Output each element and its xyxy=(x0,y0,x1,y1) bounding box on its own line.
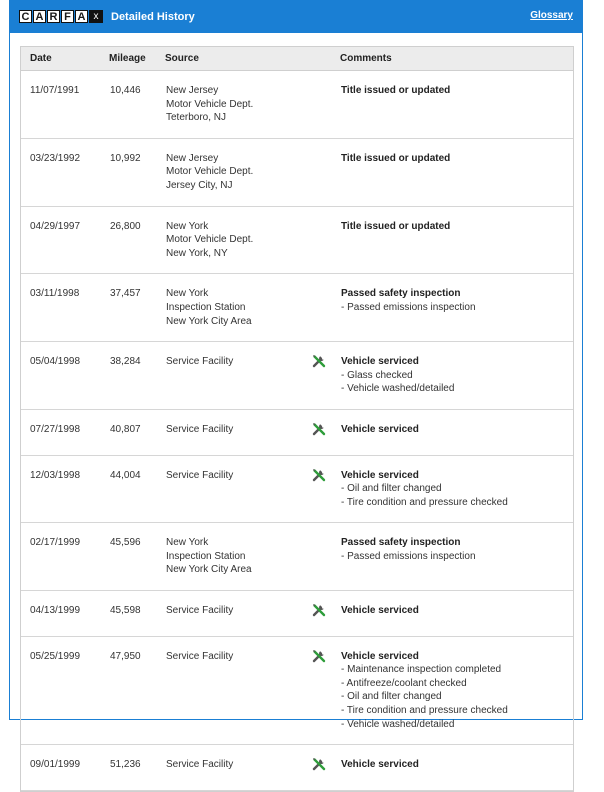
row-icon-cell xyxy=(310,455,340,523)
comment-item: - Tire condition and pressure checked xyxy=(341,496,508,508)
table-row xyxy=(21,206,573,274)
source-line: Inspection Station xyxy=(166,550,246,562)
service-icon xyxy=(311,756,327,772)
row-date: 04/13/1999 xyxy=(21,591,109,637)
row-mileage: 10,446 xyxy=(109,71,165,139)
logo-letter: C xyxy=(19,10,32,23)
row-comments xyxy=(340,409,573,455)
row-source xyxy=(165,636,310,745)
comment-title: Title issued or updated xyxy=(341,85,451,96)
row-icon-cell xyxy=(310,206,340,274)
row-source xyxy=(165,342,310,410)
table-row xyxy=(21,455,573,523)
row-icon-cell xyxy=(310,523,340,591)
source-line: New York xyxy=(166,537,209,549)
service-icon xyxy=(311,602,327,618)
row-source xyxy=(165,455,310,523)
row-mileage: 26,800 xyxy=(109,206,165,274)
source-line: Service Facility xyxy=(166,356,234,368)
table-row xyxy=(21,138,573,206)
panel-title: Detailed History xyxy=(111,10,195,23)
comment-title: Vehicle serviced xyxy=(341,469,419,481)
source-line: Teterboro, NJ xyxy=(166,112,227,124)
source-line: New York xyxy=(166,220,209,232)
logo-letter: F xyxy=(61,10,74,23)
table-row xyxy=(21,745,573,791)
carfax-logo xyxy=(19,10,103,23)
row-comments xyxy=(340,591,573,637)
row-date: 03/11/1998 xyxy=(21,274,109,342)
source-line: Service Facility xyxy=(166,759,234,771)
row-date: 03/23/1992 xyxy=(21,138,109,206)
row-icon-cell xyxy=(310,138,340,206)
row-mileage: 40,807 xyxy=(109,409,165,455)
table-row xyxy=(21,636,573,745)
column-header-source: Source xyxy=(165,47,310,71)
service-icon xyxy=(311,467,327,483)
row-source xyxy=(165,71,310,139)
row-mileage: 10,992 xyxy=(109,138,165,206)
row-mileage: 45,598 xyxy=(109,591,165,637)
source-line: Motor Vehicle Dept. xyxy=(166,98,254,110)
row-source xyxy=(165,745,310,791)
column-header-mileage: Mileage xyxy=(109,47,165,71)
row-comments xyxy=(340,274,573,342)
row-comments xyxy=(340,745,573,791)
comment-title: Passed safety inspection xyxy=(341,537,461,549)
comment-title: Title issued or updated xyxy=(341,152,451,164)
row-source xyxy=(165,206,310,274)
table-row xyxy=(21,591,573,637)
comment-item: - Passed emissions inspection xyxy=(341,550,476,562)
logo-letter: R xyxy=(47,10,60,23)
service-icon xyxy=(311,353,327,369)
row-source xyxy=(165,138,310,206)
table-header-row xyxy=(21,47,573,71)
service-icon xyxy=(311,421,327,437)
row-date: 04/29/1997 xyxy=(21,206,109,274)
comment-item: - Vehicle washed/detailed xyxy=(341,718,455,730)
source-line: Service Facility xyxy=(166,469,234,481)
source-line: Motor Vehicle Dept. xyxy=(166,166,254,178)
logo-letter: A xyxy=(33,10,46,23)
row-source xyxy=(165,274,310,342)
row-date: 12/03/1998 xyxy=(21,455,109,523)
row-mileage: 45,596 xyxy=(109,523,165,591)
row-comments xyxy=(340,206,573,274)
row-icon-cell xyxy=(310,342,340,410)
table-row xyxy=(21,342,573,410)
row-date: 05/25/1999 xyxy=(21,636,109,745)
row-mileage: 37,457 xyxy=(109,274,165,342)
comment-title: Vehicle serviced xyxy=(341,605,419,617)
row-comments xyxy=(340,342,573,410)
source-line: Inspection Station xyxy=(166,301,246,313)
row-mileage: 47,950 xyxy=(109,636,165,745)
comment-item: - Oil and filter changed xyxy=(341,483,442,495)
service-icon xyxy=(311,648,327,664)
row-date: 02/17/1999 xyxy=(21,523,109,591)
history-table xyxy=(21,47,573,791)
row-source xyxy=(165,591,310,637)
table-row xyxy=(21,71,573,139)
row-comments xyxy=(340,636,573,745)
row-icon-cell xyxy=(310,71,340,139)
comment-item: - Tire condition and pressure checked xyxy=(341,705,508,717)
row-icon-cell xyxy=(310,274,340,342)
source-line: Jersey City, NJ xyxy=(166,179,233,191)
source-line: Motor Vehicle Dept. xyxy=(166,234,254,246)
row-source xyxy=(165,523,310,591)
row-icon-cell xyxy=(310,745,340,791)
comment-title: Vehicle serviced xyxy=(341,650,419,662)
comment-item: - Vehicle washed/detailed xyxy=(341,383,455,395)
source-line: New Jersey xyxy=(166,152,219,164)
row-comments xyxy=(340,523,573,591)
comment-item: - Antifreeze/coolant checked xyxy=(341,677,467,689)
row-comments xyxy=(340,455,573,523)
panel-header xyxy=(10,0,582,33)
source-line: New York xyxy=(166,288,209,300)
row-mileage: 44,004 xyxy=(109,455,165,523)
row-comments xyxy=(340,138,573,206)
comment-item: - Oil and filter changed xyxy=(341,691,442,703)
fox-icon: x xyxy=(89,10,103,23)
row-source xyxy=(165,409,310,455)
row-date: 05/04/1998 xyxy=(21,342,109,410)
source-line: Service Facility xyxy=(166,605,234,617)
row-icon-cell xyxy=(310,591,340,637)
comment-title: Title issued or updated xyxy=(341,220,451,232)
row-icon-cell xyxy=(310,409,340,455)
column-header-date: Date xyxy=(21,47,109,71)
row-mileage: 38,284 xyxy=(109,342,165,410)
comment-item: - Glass checked xyxy=(341,369,413,381)
table-row xyxy=(21,274,573,342)
source-line: New York, NY xyxy=(166,247,228,259)
table-row xyxy=(21,523,573,591)
glossary-link[interactable]: Glossary xyxy=(530,10,573,21)
comment-item: - Passed emissions inspection xyxy=(341,301,476,313)
source-line: Service Facility xyxy=(166,650,234,662)
comment-title: Vehicle serviced xyxy=(341,423,419,435)
row-comments xyxy=(340,71,573,139)
row-icon-cell xyxy=(310,636,340,745)
source-line: New York City Area xyxy=(166,564,252,576)
source-line: New Jersey xyxy=(166,85,219,96)
logo-letter: A xyxy=(75,10,88,23)
row-date: 09/01/1999 xyxy=(21,745,109,791)
row-date: 11/07/1991 xyxy=(21,71,109,139)
history-table-container xyxy=(20,46,574,792)
comment-title: Vehicle serviced xyxy=(341,759,419,771)
source-line: Service Facility xyxy=(166,423,234,435)
comment-title: Passed safety inspection xyxy=(341,288,461,300)
detailed-history-panel xyxy=(9,0,583,771)
table-row xyxy=(21,409,573,455)
column-header-comments: Comments xyxy=(340,47,573,71)
comment-item: - Maintenance inspection completed xyxy=(341,664,502,676)
column-header-icon xyxy=(310,47,340,71)
table-body xyxy=(21,71,573,791)
source-line: New York City Area xyxy=(166,315,252,327)
row-mileage: 51,236 xyxy=(109,745,165,791)
comment-title: Vehicle serviced xyxy=(341,356,419,368)
row-date: 07/27/1998 xyxy=(21,409,109,455)
